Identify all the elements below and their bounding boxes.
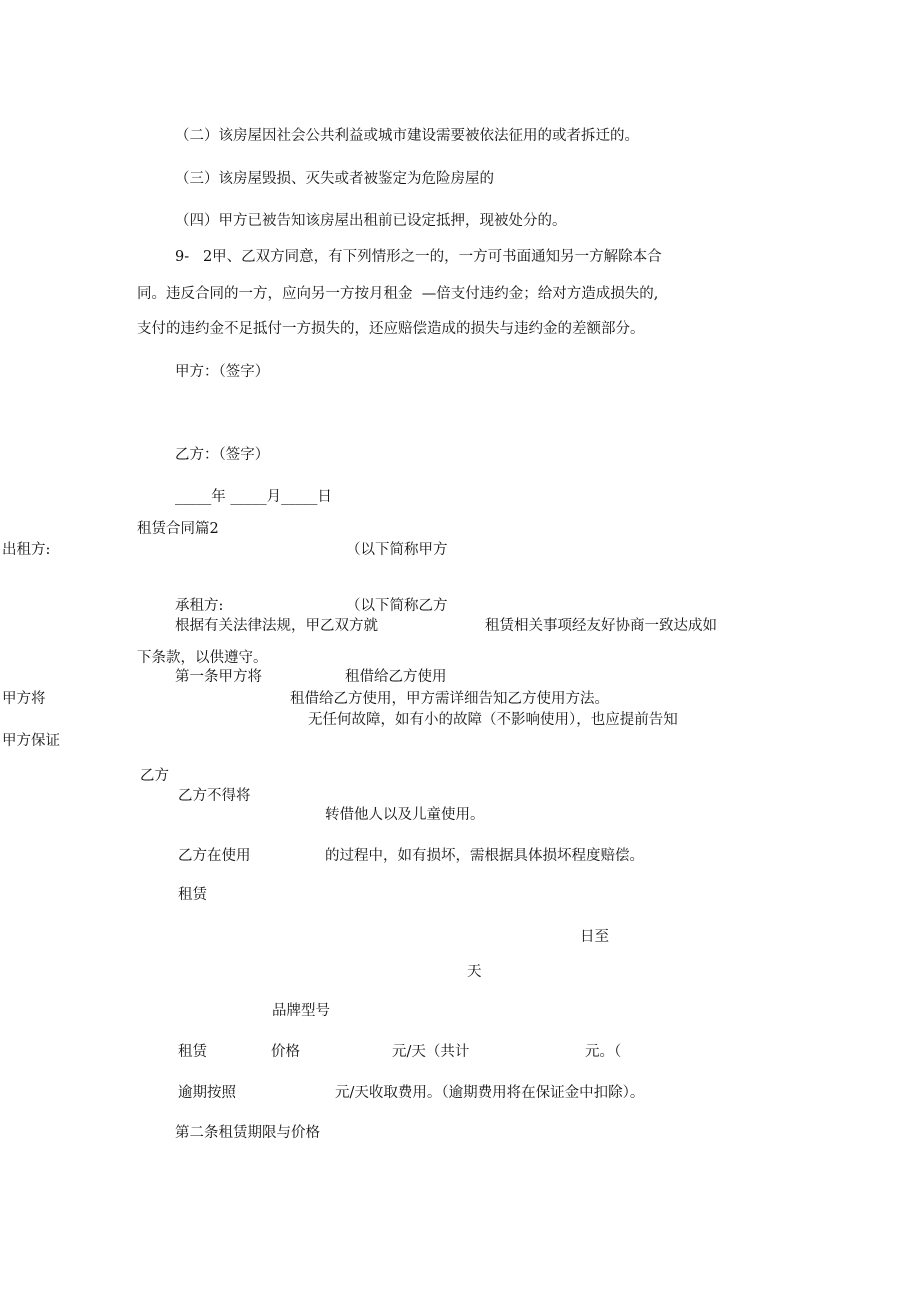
article1-text-j: 乙方在使用	[178, 848, 251, 864]
clause-9-2-line3: 支付的违约金不足抵付一方损失的，还应赔偿造成的损失与违约金的差额部分。	[137, 321, 645, 337]
lease-label: 租赁	[178, 887, 207, 903]
article1-text-f: 甲方保证	[2, 733, 60, 749]
days-label: 天	[467, 964, 482, 980]
overdue-text-b: 元/天收取费用。（逾期费用将在保证金中扣除）。	[335, 1085, 645, 1101]
article1-text-a: 第一条甲方将	[175, 669, 262, 685]
lessor-label: 出租方:	[2, 542, 51, 558]
clause-item-3: （三）该房屋毁损、灭失或者被鉴定为危险房屋的	[175, 171, 494, 187]
article1-text-k: 的过程中，如有损坏，需根据具体损坏程度赔偿。	[325, 848, 644, 864]
party-b-signature: 乙方：（签字）	[175, 447, 270, 463]
brand-model-label: 品牌型号	[272, 1003, 330, 1019]
article1-text-g: 乙方	[140, 768, 169, 784]
yuan-end-label: 元。（	[585, 1044, 622, 1060]
date-line: _____年 _____月_____日	[175, 489, 332, 505]
lessor-abbr: （以下简称甲方	[346, 542, 448, 558]
clause-9-2-line2: 同。违反合同的一方，应向另一方按月租金 —倍支付违约金；给对方造成损失的,	[137, 286, 659, 302]
clause-item-4: （四）甲方已被告知该房屋出租前已设定抵押，现被处分的。	[175, 213, 567, 229]
lease-label-2: 租赁	[178, 1044, 207, 1060]
intro-text-c: 下条款，以供遵守。	[137, 650, 268, 666]
overdue-text-a: 逾期按照	[178, 1085, 236, 1101]
lessee-label: 承租方:	[175, 598, 224, 614]
yuan-per-day-label: 元/天（共计	[392, 1044, 470, 1060]
article1-text-b: 租借给乙方使用	[345, 669, 447, 685]
article1-text-c: 甲方将	[2, 691, 46, 707]
clause-9-2-line1: 9- 2甲、乙双方同意，有下列情形之一的，一方可书面通知另一方解除本合	[175, 249, 662, 265]
day-to-label: 日至	[580, 929, 609, 945]
intro-text-b: 租赁相关事项经友好协商一致达成如	[485, 618, 717, 634]
article1-text-h: 乙方不得将	[178, 788, 251, 804]
article1-text-d: 租借给乙方使用，甲方需详细告知乙方使用方法。	[290, 691, 609, 707]
party-a-signature: 甲方：（签字）	[175, 364, 270, 380]
price-label: 价格	[271, 1044, 300, 1060]
contract-heading: 租赁合同篇2	[137, 521, 219, 537]
article1-text-e: 无任何故障，如有小的故障（不影响使用），也应提前告知	[308, 712, 678, 728]
clause-item-2: （二）该房屋因社会公共利益或城市建设需要被依法征用的或者拆迁的。	[175, 128, 639, 144]
article2-heading: 第二条租赁期限与价格	[175, 1125, 320, 1141]
intro-text-a: 根据有关法律法规，甲乙双方就	[175, 618, 378, 634]
lessee-abbr: （以下简称乙方	[346, 598, 448, 614]
article1-text-i: 转借他人以及儿童使用。	[325, 807, 485, 823]
